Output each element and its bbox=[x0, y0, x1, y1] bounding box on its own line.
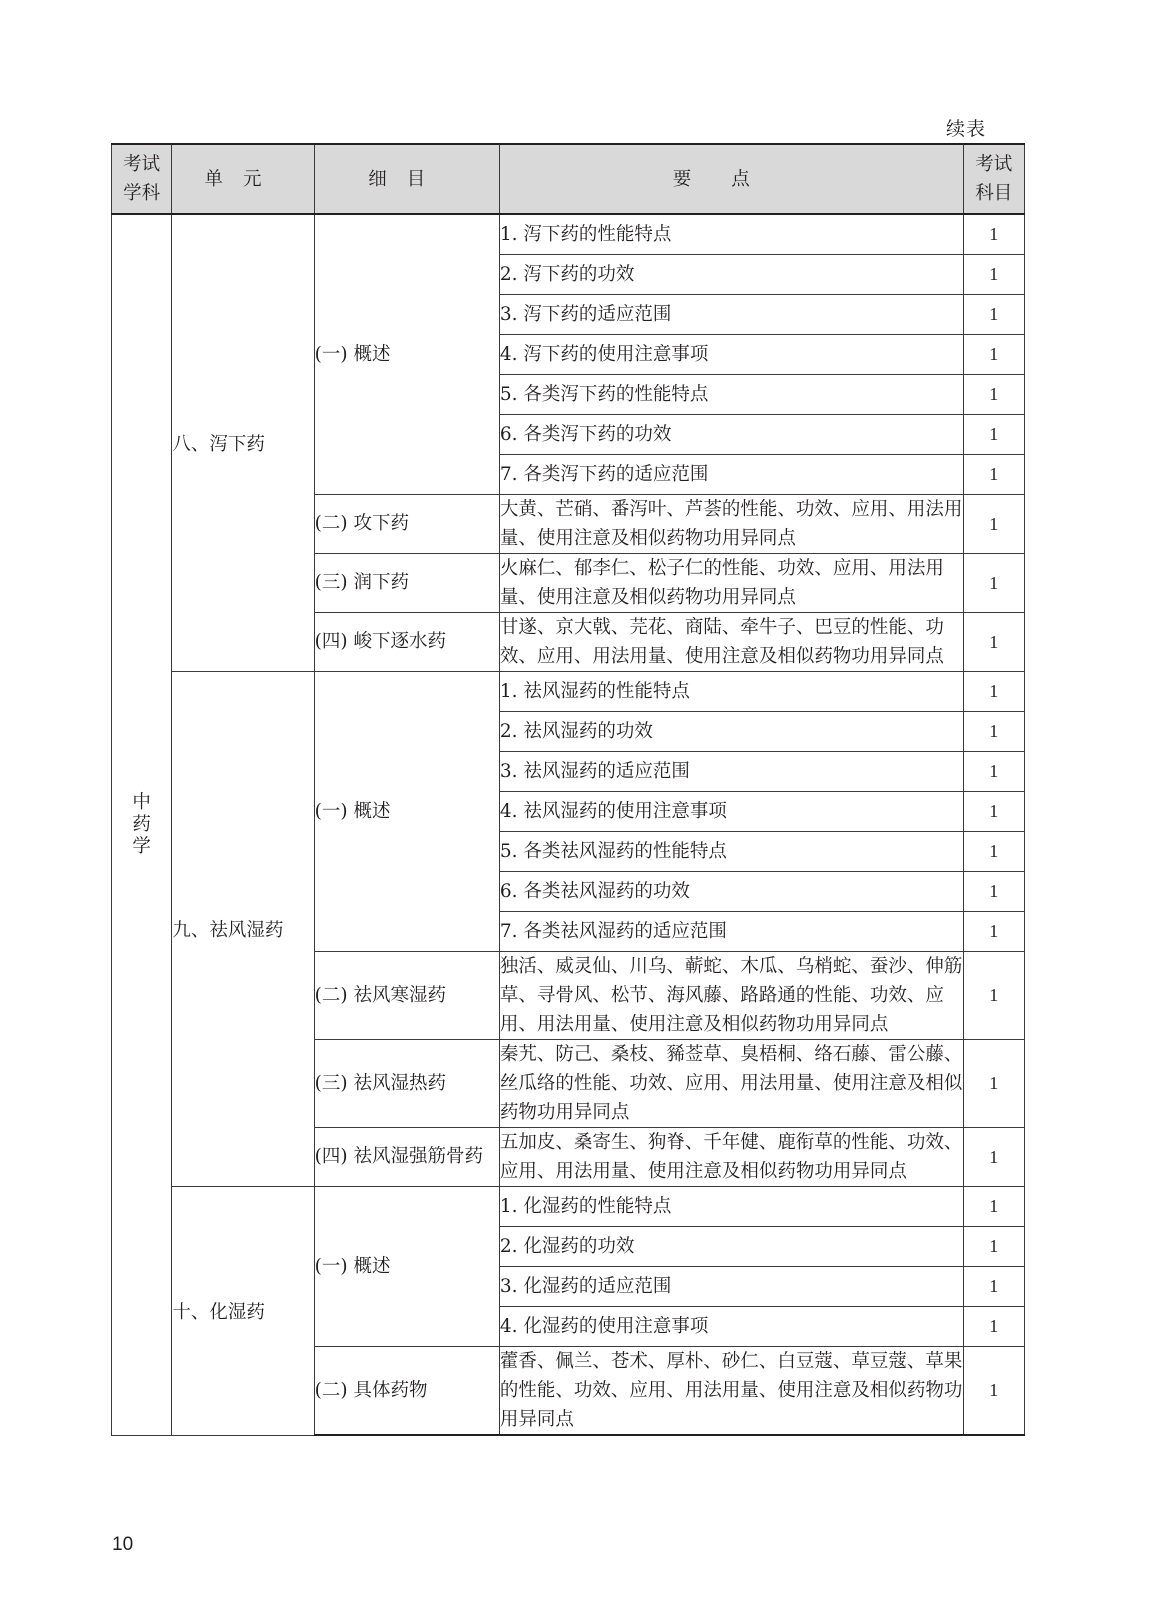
level-cell: 1 bbox=[963, 335, 1024, 375]
level-cell: 1 bbox=[963, 375, 1024, 415]
point-cell: 藿香、佩兰、苍术、厚朴、砂仁、白豆蔻、草豆蔻、草果的性能、功效、应用、用法用量、使用注意及相似药物功用异同点 bbox=[499, 1347, 963, 1436]
item-cell: (三) 润下药 bbox=[314, 554, 499, 613]
point-cell: 6. 各类泻下药的功效 bbox=[499, 415, 963, 455]
unit-cell: 九、祛风湿药 bbox=[172, 672, 314, 1187]
syllabus-table bbox=[111, 143, 1025, 1436]
point-cell: 2. 泻下药的功效 bbox=[499, 255, 963, 295]
header-unit: 单元 bbox=[172, 144, 314, 214]
header-item: 细目 bbox=[314, 144, 499, 214]
point-cell: 3. 祛风湿药的适应范围 bbox=[499, 752, 963, 792]
level-cell: 1 bbox=[963, 1128, 1024, 1187]
point-cell: 大黄、芒硝、番泻叶、芦荟的性能、功效、应用、用法用量、使用注意及相似药物功用异同点 bbox=[499, 495, 963, 554]
point-cell: 4. 化湿药的使用注意事项 bbox=[499, 1307, 963, 1347]
page-number: 10 bbox=[112, 1534, 134, 1555]
point-cell: 火麻仁、郁李仁、松子仁的性能、功效、应用、用法用量、使用注意及相似药物功用异同点 bbox=[499, 554, 963, 613]
unit-cell: 十、化湿药 bbox=[172, 1187, 314, 1436]
item-cell: (四) 峻下逐水药 bbox=[314, 613, 499, 672]
item-cell: (四) 祛风湿强筋骨药 bbox=[314, 1128, 499, 1187]
item-cell: (一) 概述 bbox=[314, 214, 499, 495]
item-cell: (二) 攻下药 bbox=[314, 495, 499, 554]
point-cell: 独活、威灵仙、川乌、蕲蛇、木瓜、乌梢蛇、蚕沙、伸筋草、寻骨风、松节、海风藤、路路通的性能、功效、应用、用法用量、使用注意及相似药物功用异同点 bbox=[499, 952, 963, 1040]
table-row bbox=[112, 1187, 1025, 1227]
level-cell: 1 bbox=[963, 832, 1024, 872]
subject-char: 中 bbox=[132, 791, 151, 813]
point-cell: 3. 化湿药的适应范围 bbox=[499, 1267, 963, 1307]
table-body bbox=[112, 214, 1025, 1435]
level-cell: 1 bbox=[963, 1347, 1024, 1436]
level-cell: 1 bbox=[963, 255, 1024, 295]
unit-cell: 八、泻下药 bbox=[172, 214, 314, 672]
point-cell: 7. 各类祛风湿药的适应范围 bbox=[499, 912, 963, 952]
level-cell: 1 bbox=[963, 295, 1024, 335]
point-cell: 甘遂、京大戟、芫花、商陆、牵牛子、巴豆的性能、功效、应用、用法用量、使用注意及相似药物功用异同点 bbox=[499, 613, 963, 672]
item-cell: (一) 概述 bbox=[314, 1187, 499, 1347]
level-cell: 1 bbox=[963, 1187, 1024, 1227]
point-cell: 1. 化湿药的性能特点 bbox=[499, 1187, 963, 1227]
table-header-row bbox=[112, 144, 1025, 214]
level-cell: 1 bbox=[963, 1040, 1024, 1128]
item-cell: (二) 祛风寒湿药 bbox=[314, 952, 499, 1040]
point-cell: 6. 各类祛风湿药的功效 bbox=[499, 872, 963, 912]
subject-cell bbox=[112, 214, 172, 1435]
table-row bbox=[112, 672, 1025, 712]
level-cell: 1 bbox=[963, 455, 1024, 495]
header-level: 考试 科目 bbox=[963, 144, 1024, 214]
level-cell: 1 bbox=[963, 613, 1024, 672]
point-cell: 秦艽、防己、桑枝、豨莶草、臭梧桐、络石藤、雷公藤、丝瓜络的性能、功效、应用、用法用量、使用注意及相似药物功用异同点 bbox=[499, 1040, 963, 1128]
point-cell: 4. 祛风湿药的使用注意事项 bbox=[499, 792, 963, 832]
table-row bbox=[112, 214, 1025, 255]
header-subject: 考试 学科 bbox=[112, 144, 172, 214]
item-cell: (三) 祛风湿热药 bbox=[314, 1040, 499, 1128]
point-cell: 五加皮、桑寄生、狗脊、千年健、鹿衔草的性能、功效、应用、用法用量、使用注意及相似药物功用异同点 bbox=[499, 1128, 963, 1187]
level-cell: 1 bbox=[963, 415, 1024, 455]
level-cell: 1 bbox=[963, 792, 1024, 832]
item-cell: (二) 具体药物 bbox=[314, 1347, 499, 1436]
item-cell: (一) 概述 bbox=[314, 672, 499, 952]
level-cell: 1 bbox=[963, 495, 1024, 554]
level-cell: 1 bbox=[963, 952, 1024, 1040]
point-cell: 4. 泻下药的使用注意事项 bbox=[499, 335, 963, 375]
point-cell: 2. 祛风湿药的功效 bbox=[499, 712, 963, 752]
level-cell: 1 bbox=[963, 752, 1024, 792]
point-cell: 5. 各类泻下药的性能特点 bbox=[499, 375, 963, 415]
level-cell: 1 bbox=[963, 1267, 1024, 1307]
point-cell: 5. 各类祛风湿药的性能特点 bbox=[499, 832, 963, 872]
point-cell: 1. 泻下药的性能特点 bbox=[499, 214, 963, 255]
point-cell: 7. 各类泻下药的适应范围 bbox=[499, 455, 963, 495]
level-cell: 1 bbox=[963, 554, 1024, 613]
point-cell: 2. 化湿药的功效 bbox=[499, 1227, 963, 1267]
point-cell: 3. 泻下药的适应范围 bbox=[499, 295, 963, 335]
subject-char: 药 bbox=[132, 813, 151, 835]
continued-label: 续表 bbox=[946, 118, 987, 140]
level-cell: 1 bbox=[963, 1227, 1024, 1267]
level-cell: 1 bbox=[963, 912, 1024, 952]
level-cell: 1 bbox=[963, 672, 1024, 712]
level-cell: 1 bbox=[963, 712, 1024, 752]
level-cell: 1 bbox=[963, 214, 1024, 255]
point-cell: 1. 祛风湿药的性能特点 bbox=[499, 672, 963, 712]
subject-char: 学 bbox=[132, 835, 151, 857]
level-cell: 1 bbox=[963, 872, 1024, 912]
level-cell: 1 bbox=[963, 1307, 1024, 1347]
header-point: 要点 bbox=[499, 144, 963, 214]
